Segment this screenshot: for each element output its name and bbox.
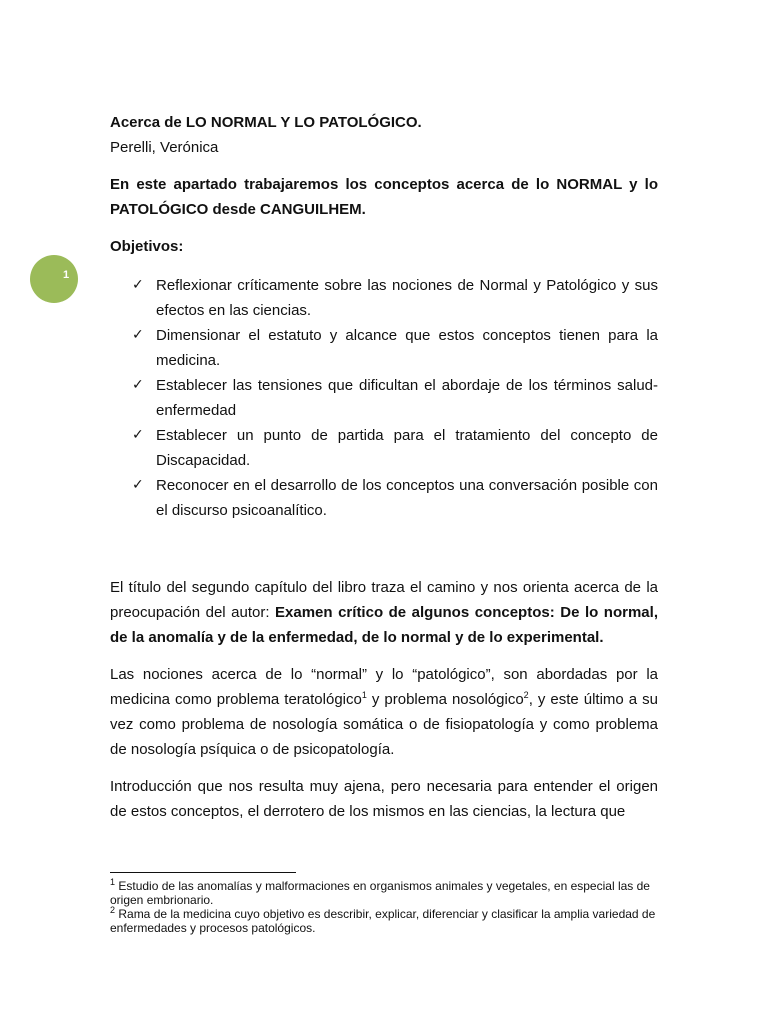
paragraph-text: Las nociones acerca de lo “normal” y lo “patológico”, son abordadas por la medicina como problema teratológico bbox=[110, 666, 658, 708]
document-author: Perelli, Verónica bbox=[110, 139, 219, 156]
footnote-number: 1 bbox=[110, 877, 116, 887]
paragraph-introduction: Introducción que nos resulta muy ajena, pero necesaria para entender el origen de estos conceptos, el derrotero de los mismos en las ciencias, la lectura que bbox=[110, 778, 658, 820]
check-mark-icon: ✓ bbox=[132, 277, 144, 293]
intro-paragraph: En este apartado trabajaremos los conceptos acerca de lo NORMAL y lo PATOLÓGICO desde CANGUILHEM. bbox=[110, 176, 658, 218]
objective-item bbox=[132, 423, 658, 473]
objective-text: Reflexionar críticamente sobre las nociones de Normal y Patológico y sus efectos en las ciencias. bbox=[156, 277, 658, 319]
footnotes bbox=[110, 872, 658, 935]
paragraph-text: y problema nosológico bbox=[366, 691, 524, 708]
footnote bbox=[110, 907, 658, 935]
footnote-ref[interactable]: 2 bbox=[523, 690, 529, 700]
footnote-ref[interactable]: 1 bbox=[361, 690, 367, 700]
paragraph-chapter-title bbox=[110, 575, 658, 650]
footnote-number: 2 bbox=[110, 905, 116, 915]
footnote-text: Estudio de las anomalías y malformaciones en organismos animales y vegetales, en especial las de origen embrionario. bbox=[110, 879, 650, 907]
footnote-divider bbox=[110, 872, 296, 873]
paragraph-text: , y este último a su vez como problema de nosología somática o de fisiopatología y como problema de nosología psíquica o de psicopatología. bbox=[110, 691, 658, 758]
chapter-title-bold: Examen crítico de algunos conceptos: De lo normal, de la anomalía y de la enfermedad, de lo normal y de lo experimental. bbox=[110, 604, 658, 646]
footnote-text: Rama de la medicina cuyo objetivo es describir, explicar, diferenciar y clasificar la amplia variedad de enfermedades y procesos patológicos. bbox=[110, 907, 656, 935]
objective-text: Establecer un punto de partida para el tratamiento del concepto de Discapacidad. bbox=[156, 427, 658, 469]
document-title: Acerca de LO NORMAL Y LO PATOLÓGICO. bbox=[110, 114, 422, 131]
check-mark-icon: ✓ bbox=[132, 477, 144, 493]
document-body bbox=[110, 110, 658, 824]
objectives-heading: Objetivos: bbox=[110, 238, 184, 255]
page-number-badge bbox=[30, 255, 78, 303]
paragraph-notions bbox=[110, 662, 658, 762]
check-mark-icon: ✓ bbox=[132, 327, 144, 343]
check-mark-icon: ✓ bbox=[132, 377, 144, 393]
objective-text: Reconocer en el desarrollo de los conceptos una conversación posible con el discurso psicoanalítico. bbox=[156, 477, 658, 519]
objective-text: Establecer las tensiones que dificultan el abordaje de los términos salud-enfermedad bbox=[156, 377, 658, 419]
objective-item bbox=[132, 323, 658, 373]
objective-item bbox=[132, 473, 658, 523]
objective-item bbox=[132, 373, 658, 423]
page-number: 1 bbox=[63, 269, 70, 281]
paragraph-text: El título del segundo capítulo del libro traza el camino y nos orienta acerca de la preocupación del autor: bbox=[110, 579, 658, 621]
objective-item bbox=[132, 273, 658, 323]
objectives-list bbox=[110, 273, 658, 523]
footnote bbox=[110, 879, 658, 907]
check-mark-icon: ✓ bbox=[132, 427, 144, 443]
objective-text: Dimensionar el estatuto y alcance que estos conceptos tienen para la medicina. bbox=[156, 327, 658, 369]
